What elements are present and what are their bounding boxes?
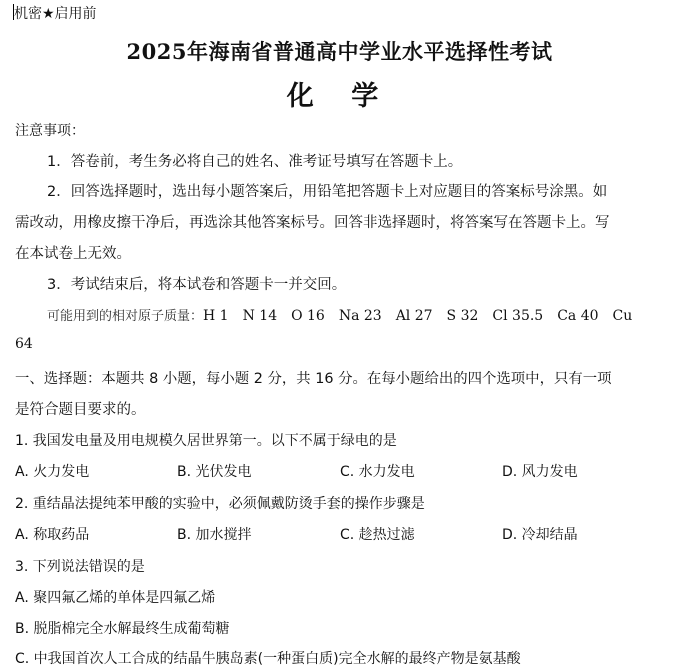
q3-option-a[interactable]: A. 聚四氟乙烯的单体是四氟乙烯 [15, 590, 216, 606]
exam-title: 2025年海南省普通高中学业水平选择性考试 [126, 39, 553, 64]
q1-option-b[interactable]: B. 光伏发电 [177, 464, 252, 480]
notes-heading: 注意事项： [15, 123, 85, 139]
atomic-mass-overflow: 64 [15, 336, 33, 352]
note-item-2-line-2: 需改动，用橡皮擦干净后，再选涂其他答案标号。回答非选择题时，将答案写在答题卡上。写 [15, 215, 610, 231]
q3-stem: 3. 下列说法错误的是 [15, 559, 145, 575]
note-item-2-line-3: 在本试卷上无效。 [15, 246, 131, 262]
note-item-2-line-1: 2．回答选择题时，选出每小题答案后，用铅笔把答题卡上对应题目的答案标号涂黑。如 [47, 184, 608, 200]
q3-option-c[interactable]: C. 中我国首次人工合成的结晶牛胰岛素(一种蛋白质)完全水解的最终产物是氨基酸 [15, 651, 521, 667]
section1-line-2: 是符合题目要求的。 [15, 402, 146, 418]
q1-option-c[interactable]: C. 水力发电 [340, 464, 415, 480]
atomic-mass-line [47, 305, 632, 325]
note-item-3: 3．考试结束后，将本试卷和答题卡一并交回。 [47, 277, 347, 293]
q3-option-b[interactable]: B. 脱脂棉完全水解最终生成葡萄糖 [15, 621, 230, 637]
atomic-mass-label: 可能用到的相对原子质量： [47, 309, 204, 324]
secret-mark: 机密★启用前 [14, 6, 97, 22]
q2-stem: 2. 重结晶法提纯苯甲酸的实验中，必须佩戴防烫手套的操作步骤是 [15, 496, 425, 512]
q1-option-a[interactable]: A. 火力发电 [15, 464, 90, 480]
section1-line-1: 一、选择题：本题共 8 小题，每小题 2 分，共 16 分。在每小题给出的四个选项中，只有一项 [15, 371, 612, 387]
subject-title: 化 学 [286, 81, 393, 112]
q2-option-a[interactable]: A. 称取药品 [15, 527, 90, 543]
q2-option-d[interactable]: D. 冷却结晶 [502, 527, 578, 543]
q1-option-d[interactable]: D. 风力发电 [502, 464, 578, 480]
atomic-mass-values: H 1 N 14 O 16 Na 23 Al 27 S 32 Cl 35.5 Ca 40 Cu [203, 308, 633, 324]
q1-stem: 1. 我国发电量及用电规模久居世界第一。以下不属于绿电的是 [15, 433, 397, 449]
q2-option-b[interactable]: B. 加水搅拌 [177, 527, 252, 543]
q2-option-c[interactable]: C. 趁热过滤 [340, 527, 415, 543]
note-item-1: 1．答卷前，考生务必将自己的姓名、准考证号填写在答题卡上。 [47, 154, 463, 170]
